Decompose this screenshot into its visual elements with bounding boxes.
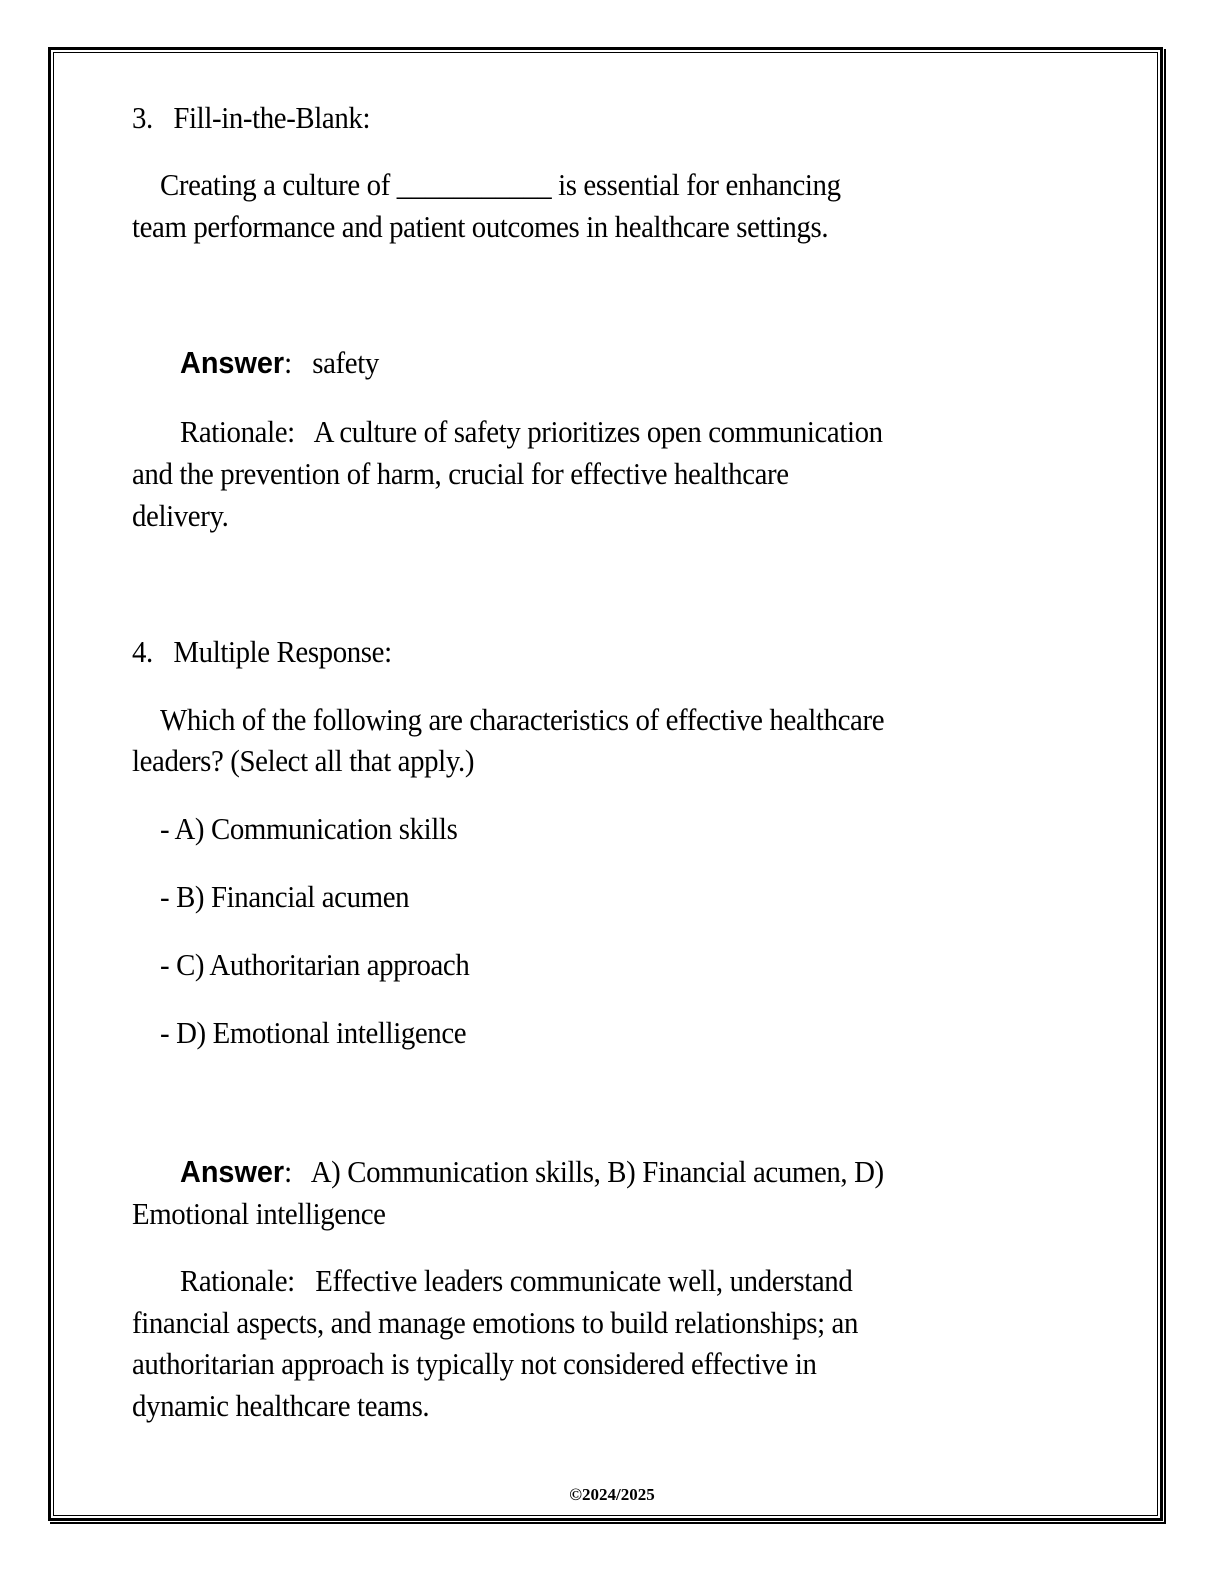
question-4-stem-line-2: leaders? (Select all that apply.)	[132, 743, 475, 778]
copyright-footer: ©2024/2025	[569, 1485, 655, 1504]
question-3-rationale-line-1: Rationale: A culture of safety prioritizes open communication	[180, 414, 883, 449]
answer-text: : safety	[284, 345, 379, 380]
question-4-rationale-line-1: Rationale: Effective leaders communicate well, understand	[180, 1263, 853, 1298]
question-3-rationale-line-2: and the prevention of harm, crucial for effective healthcare	[132, 456, 789, 491]
question-3-stem-line-2: team performance and patient outcomes in healthcare settings.	[132, 209, 829, 244]
question-4-rationale-line-3: authoritarian approach is typically not considered effective in	[132, 1346, 817, 1381]
question-3-heading: 3. Fill-in-the-Blank:	[132, 100, 371, 135]
answer-text: : A) Communication skills, B) Financial acumen, D)	[284, 1154, 884, 1189]
option-b: - B) Financial acumen	[160, 879, 410, 914]
question-4-stem-line-1: Which of the following are characteristics of effective healthcare	[160, 702, 885, 737]
question-4-answer-line-1	[180, 1154, 884, 1190]
answer-label: Answer	[180, 1154, 285, 1189]
question-4-rationale-line-2: financial aspects, and manage emotions to build relationships; an	[132, 1305, 859, 1340]
option-c: - C) Authoritarian approach	[160, 947, 470, 982]
option-d: - D) Emotional intelligence	[160, 1015, 467, 1050]
question-3-answer	[180, 345, 379, 381]
question-4-rationale-line-4: dynamic healthcare teams.	[132, 1388, 430, 1423]
question-4-answer-line-2: Emotional intelligence	[132, 1196, 386, 1231]
answer-label: Answer	[180, 345, 285, 380]
question-3-stem-line-1: Creating a culture of ___________ is essential for enhancing	[160, 167, 841, 202]
option-a: - A) Communication skills	[160, 811, 458, 846]
question-3-rationale-line-3: delivery.	[132, 498, 229, 533]
question-4-heading: 4. Multiple Response:	[132, 634, 392, 669]
